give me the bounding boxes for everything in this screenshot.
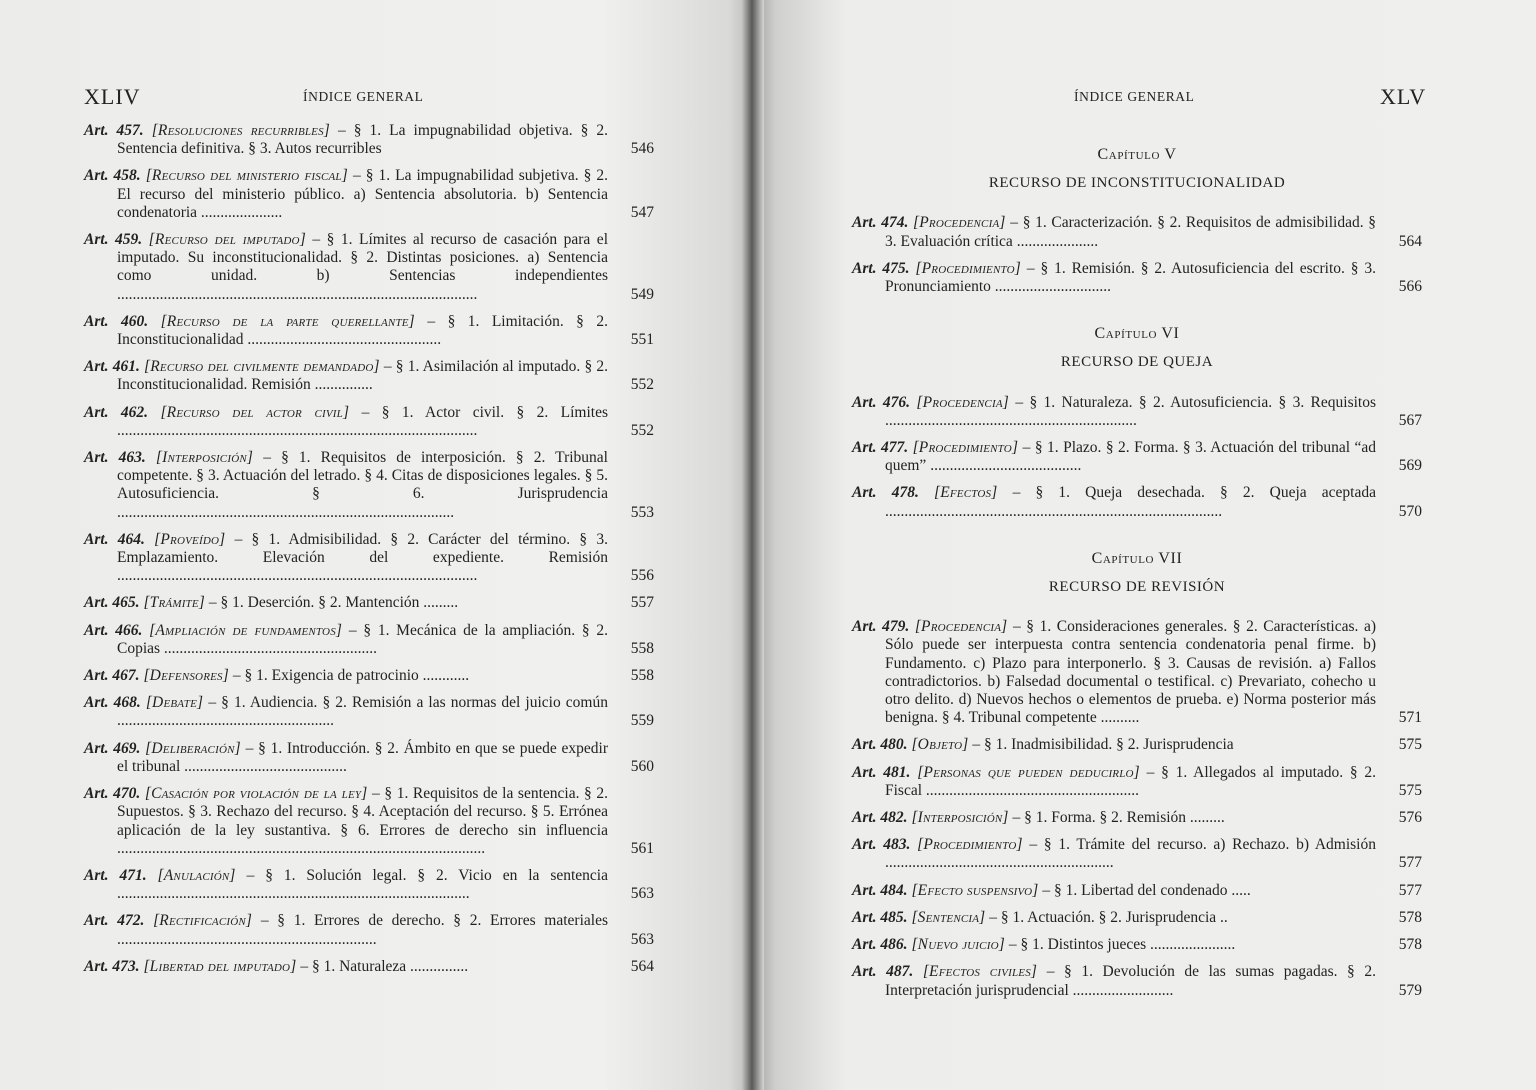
toc-entry <box>84 358 654 394</box>
toc-entry-body <box>84 594 608 612</box>
article-number: Art. 470. <box>84 785 141 803</box>
toc-entry <box>852 736 1422 754</box>
page-reference: 547 <box>630 203 654 221</box>
article-number: Art. 462. <box>84 403 149 421</box>
article-number: Art. 459. <box>84 231 143 249</box>
page-reference: 578 <box>1398 936 1422 954</box>
toc-entry-body <box>852 484 1376 520</box>
page-reference: 558 <box>630 667 654 685</box>
toc-entry-body <box>84 449 608 522</box>
article-number: Art. 476. <box>852 393 911 411</box>
chapter-title: RECURSO DE REVISIÓN <box>1048 579 1226 596</box>
toc-entry <box>852 936 1422 954</box>
page-reference: 552 <box>630 376 654 394</box>
article-contents: – § 1. Audiencia. § 2. Remisión a las normas del juicio común ........................................................ <box>117 694 608 730</box>
toc-entry <box>84 449 654 522</box>
article-number: Art. 479. <box>852 618 910 636</box>
toc-entry-body <box>84 785 608 858</box>
article-number: Art. 467. <box>84 667 140 685</box>
chapter-label: Capítulo V <box>1097 146 1177 163</box>
article-title: [Debate] <box>145 694 204 712</box>
page-reference: 576 <box>1398 809 1422 827</box>
page-reference: 578 <box>1398 908 1422 926</box>
toc-entry <box>852 909 1422 927</box>
article-contents: – § 1. Remisión. § 2. Autosuficiencia del escrito. § 3. Pronunciamiento .............................. <box>885 259 1377 296</box>
article-contents: – § 1. Consideraciones generales. § 2. Características. a) Sólo puede ser interpuesta contra sentencia condenatoria penal firme. b) Fundamento. c) Plazo para interponerlo. § 3. Causas de revisión. a) Fallos contradictorios. b) Falsedad documental o testifical. c) Prevariato, cohecho u otro delito. d) Nuevos hechos o elementos de prueba. e) Norma posterior más benigna. § 4. Tribunal competente .......... <box>885 618 1377 727</box>
page-reference: 553 <box>630 503 654 521</box>
article-title: [Interposición] <box>911 809 1009 827</box>
article-title: [Trámite] <box>143 594 206 612</box>
page-reference: 551 <box>630 331 654 349</box>
article-number: Art. 482. <box>852 809 908 827</box>
article-contents: – § 1. Actor civil. § 2. Límites ............................................................................................. <box>117 403 608 439</box>
toc-entry-body <box>852 909 1376 927</box>
article-contents: – § 1. Trámite del recurso. a) Rechazo. b) Admisión ........................................................... <box>885 836 1376 872</box>
toc-entry <box>84 122 654 158</box>
article-title: [Efectos civiles] <box>922 963 1038 981</box>
article-title: [Recurso de la parte querellante] <box>160 312 415 330</box>
toc-entry-body <box>852 963 1376 999</box>
section-spacer <box>852 530 1422 538</box>
article-number: Art. 481. <box>852 763 911 781</box>
article-number: Art. 485. <box>852 908 908 926</box>
article-title: [Recurso del civilmente demandado] <box>144 358 380 376</box>
article-contents: – § 1. La impugnabilidad objetiva. § 2. Sentencia definitiva. § 3. Autos recurribles <box>117 122 609 158</box>
toc-entry-body <box>84 740 608 776</box>
article-title: [Efectos] <box>933 484 998 502</box>
right-page <box>752 0 1536 1090</box>
page-number: XLV <box>1380 84 1427 109</box>
page-reference: 575 <box>1398 736 1422 754</box>
article-title: [Procedencia] <box>913 214 1006 232</box>
toc-entry <box>84 313 654 349</box>
article-contents: – § 1. Errores de derecho. § 2. Errores materiales ................................................................... <box>117 912 608 948</box>
article-number: Art. 484. <box>852 881 908 899</box>
article-title: [Recurso del ministerio fiscal] <box>145 167 348 185</box>
article-title: [Efecto suspensivo] <box>911 881 1039 899</box>
article-title: [Defensores] <box>143 667 229 685</box>
toc-entry-body <box>84 667 608 685</box>
article-title: [Rectificación] <box>153 912 253 930</box>
toc-entry-body <box>84 958 608 976</box>
article-contents: – § 1. Requisitos de interposición. § 2. Tribunal competente. § 3. Actuación del letrado. § 4. Citas de disposiciones legales. § 5. Autosuficiencia. § 6. Jurisprudencia ....................................................................................... <box>117 449 608 521</box>
toc-entry <box>852 260 1422 296</box>
toc-entry-body <box>84 622 608 658</box>
toc-entry <box>84 167 654 222</box>
toc-entry-body <box>852 439 1376 475</box>
page-reference: 579 <box>1398 981 1422 999</box>
article-title: [Recurso del imputado] <box>148 231 306 249</box>
article-contents: – § 1. Exigencia de patrocinio ............ <box>228 667 470 685</box>
article-number: Art. 457. <box>84 122 144 139</box>
toc-entry-body <box>852 764 1376 800</box>
article-number: Art. 461. <box>84 358 140 376</box>
article-contents: – § 1. Allegados al imputado. § 2. Fiscal ....................................................... <box>885 763 1376 799</box>
article-title: [Ampliación de fundamentos] <box>149 621 343 639</box>
toc-entry-body <box>852 214 1376 250</box>
page-reference: 564 <box>630 957 654 975</box>
toc-entry-body <box>84 231 608 304</box>
page-reference: 577 <box>1398 854 1422 872</box>
page-number: XLIV <box>84 84 141 109</box>
article-contents: – § 1. Mecánica de la ampliación. § 2. Copias ....................................................... <box>117 621 608 657</box>
toc-entry-body <box>852 836 1376 872</box>
article-number: Art. 483. <box>852 836 911 854</box>
page-reference: 577 <box>1398 881 1422 899</box>
toc-entry <box>852 882 1422 900</box>
article-title: [Procedimiento] <box>912 439 1019 457</box>
article-contents: – § 1. Asimilación al imputado. § 2. Inconstitucionalidad. Remisión ............... <box>117 358 608 394</box>
page-reference: 570 <box>1398 502 1422 520</box>
toc-entry <box>84 958 654 976</box>
article-title: [Procedencia] <box>916 393 1009 411</box>
toc-entry <box>852 214 1422 250</box>
article-number: Art. 475. <box>852 259 910 277</box>
article-contents: – § 1. Actuación. § 2. Jurisprudencia .. <box>985 908 1228 926</box>
left-page <box>0 0 752 1090</box>
toc-entry-body <box>852 936 1376 954</box>
article-contents: – § 1. La impugnabilidad subjetiva. § 2. El recurso del ministerio público. a) Sentencia absolutoria. b) Sentencia condenatoria ..................... <box>117 167 608 221</box>
article-title: [Procedencia] <box>914 618 1008 636</box>
article-title: [Deliberación] <box>145 739 241 757</box>
article-title: [Proveído] <box>154 530 226 548</box>
article-contents: – § 1. Admisibilidad. § 2. Carácter del término. § 3. Emplazamiento. Elevación del expediente. Remisión ............................................................................................. <box>117 530 608 585</box>
book-spine <box>742 0 764 1090</box>
toc-entry <box>84 404 654 440</box>
toc-entry <box>852 618 1422 727</box>
article-title: [Interposición] <box>155 449 254 467</box>
article-number: Art. 466. <box>84 621 143 639</box>
article-number: Art. 460. <box>84 312 149 330</box>
article-number: Art. 473. <box>84 957 140 975</box>
toc-entry <box>84 531 654 586</box>
article-contents: – § 1. Deserción. § 2. Mantención ......... <box>205 594 459 612</box>
article-title: [Sentencia] <box>911 908 986 926</box>
article-title: [Libertad del imputado] <box>143 957 297 975</box>
article-number: Art. 471. <box>84 866 147 884</box>
article-number: Art. 464. <box>84 530 145 548</box>
article-contents: – § 1. Solución legal. § 2. Vicio en la sentencia ........................................................................................... <box>117 866 608 903</box>
article-number: Art. 458. <box>84 167 141 185</box>
page-reference: 571 <box>1398 709 1422 727</box>
chapter-title: RECURSO DE QUEJA <box>1060 354 1214 371</box>
article-title: [Recurso del actor civil] <box>160 403 350 421</box>
toc-entry-body <box>84 404 608 440</box>
page-reference: 563 <box>630 885 654 903</box>
page-reference: 559 <box>630 712 654 730</box>
article-contents: – § 1. Forma. § 2. Remisión ......... <box>1008 809 1225 827</box>
chapter-label: Capítulo VI <box>1094 325 1180 343</box>
article-title: [Nuevo juicio] <box>911 936 1005 954</box>
article-title: [Anulación] <box>157 866 236 884</box>
toc-entry <box>852 439 1422 475</box>
page-reference: 561 <box>630 839 654 857</box>
article-contents: – § 1. Plazo. § 2. Forma. § 3. Actuación del tribunal “ad quem” ....................................... <box>885 439 1376 475</box>
article-title: [Resoluciones recurribles] <box>151 122 331 139</box>
toc-entry <box>852 836 1422 872</box>
running-head: ÍNDICE GENERAL <box>303 89 424 104</box>
article-title: [Objeto] <box>911 736 969 754</box>
toc-entry <box>852 394 1422 430</box>
article-number: Art. 469. <box>84 739 141 757</box>
toc-entry <box>84 594 654 612</box>
article-contents: – § 1. Inadmisibilidad. § 2. Jurisprudencia <box>968 736 1234 754</box>
article-contents: – § 1. Queja desechada. § 2. Queja aceptada ....................................................................................... <box>885 484 1376 520</box>
page-reference: 575 <box>1398 781 1422 799</box>
article-number: Art. 463. <box>84 449 146 467</box>
page-reference: 564 <box>1398 232 1422 250</box>
toc-entry <box>84 912 654 948</box>
chapter-title: RECURSO DE INCONSTITUCIONALIDAD <box>988 175 1286 192</box>
page-reference: 566 <box>1398 278 1422 296</box>
toc-column-right <box>852 122 1422 1009</box>
article-contents: – § 1. Devolución de las sumas pagadas. § 2. Interpretación jurisprudencial .......................... <box>885 963 1376 999</box>
article-title: [Personas que pueden deducirlo] <box>917 763 1140 781</box>
toc-entry-body <box>84 122 608 158</box>
page-reference: 552 <box>630 421 654 439</box>
running-head: ÍNDICE GENERAL <box>1074 89 1195 104</box>
article-contents: – § 1. Libertad del condenado ..... <box>1038 881 1251 899</box>
page-reference: 567 <box>1398 411 1422 429</box>
toc-entry <box>852 963 1422 999</box>
toc-entry-body <box>852 736 1376 754</box>
page-reference: 569 <box>1398 457 1422 475</box>
toc-entry-body <box>852 809 1376 827</box>
toc-entry-body <box>84 694 608 730</box>
page-reference: 560 <box>630 757 654 775</box>
toc-entry-body <box>84 358 608 394</box>
toc-entry <box>84 667 654 685</box>
article-contents: – § 1. Requisitos de la sentencia. § 2. Supuestos. § 3. Rechazo del recurso. § 4. Aceptación del recurso. § 5. Errónea aplicación de la ley sustantiva. § 6. Errores de derecho sin influencia ............................................................................................... <box>117 785 609 857</box>
article-number: Art. 465. <box>84 594 140 612</box>
page-reference: 557 <box>630 594 654 612</box>
article-contents: – § 1. Límites al recurso de casación para el imputado. Su inconstitucionalidad. § 2. Distintas posiciones. a) Sentencia como unidad. b) Sentencias independientes ............................................................................................. <box>117 231 608 303</box>
toc-entry-body <box>852 882 1376 900</box>
toc-entry-body <box>84 313 608 349</box>
toc-entry <box>84 867 654 903</box>
page-reference: 556 <box>630 567 654 585</box>
toc-entry <box>84 231 654 304</box>
article-number: Art. 478. <box>852 484 919 502</box>
article-number: Art. 472. <box>84 912 145 930</box>
article-number: Art. 486. <box>852 936 908 954</box>
page-reference: 563 <box>630 930 654 948</box>
article-contents: – § 1. Distintos jueces ...................... <box>1004 936 1236 954</box>
page-reference: 546 <box>630 140 654 158</box>
article-number: Art. 477. <box>852 439 909 457</box>
toc-entry-body <box>84 912 608 948</box>
toc-entry-body <box>852 618 1376 727</box>
article-title: [Procedimiento] <box>915 259 1022 277</box>
article-contents: – § 1. Naturaleza. § 2. Autosuficiencia. § 3. Requisitos ................................................................. <box>885 393 1377 429</box>
toc-entry-body <box>84 167 608 222</box>
toc-entry <box>84 694 654 730</box>
toc-entry-body <box>852 394 1376 430</box>
section-spacer <box>852 305 1422 313</box>
page-reference: 558 <box>630 639 654 657</box>
toc-entry-body <box>84 531 608 586</box>
toc-column-left <box>84 122 654 985</box>
toc-entry-body <box>84 867 608 903</box>
toc-entry <box>852 484 1422 520</box>
article-contents: – § 1. Naturaleza ............... <box>296 957 469 975</box>
article-number: Art. 480. <box>852 736 908 754</box>
toc-entry <box>84 785 654 858</box>
article-number: Art. 474. <box>852 214 909 232</box>
toc-entry <box>84 740 654 776</box>
toc-entry-body <box>852 260 1376 296</box>
page-reference: 549 <box>630 285 654 303</box>
chapter-label: Capítulo VII <box>1091 549 1183 567</box>
article-number: Art. 468. <box>84 694 141 712</box>
article-contents: – § 1. Introducción. § 2. Ámbito en que se puede expedir el tribunal .......................................... <box>117 739 609 775</box>
article-number: Art. 487. <box>852 963 914 981</box>
toc-entry <box>852 764 1422 800</box>
article-title: [Casación por violación de la ley] <box>144 785 368 803</box>
toc-entry <box>852 809 1422 827</box>
article-contents: – § 1. Limitación. § 2. Inconstitucionalidad .................................................. <box>117 312 608 349</box>
article-contents: – § 1. Caracterización. § 2. Requisitos de admisibilidad. § 3. Evaluación crítica ..................... <box>885 214 1377 250</box>
article-title: [Procedimiento] <box>917 836 1023 854</box>
toc-entry <box>84 622 654 658</box>
